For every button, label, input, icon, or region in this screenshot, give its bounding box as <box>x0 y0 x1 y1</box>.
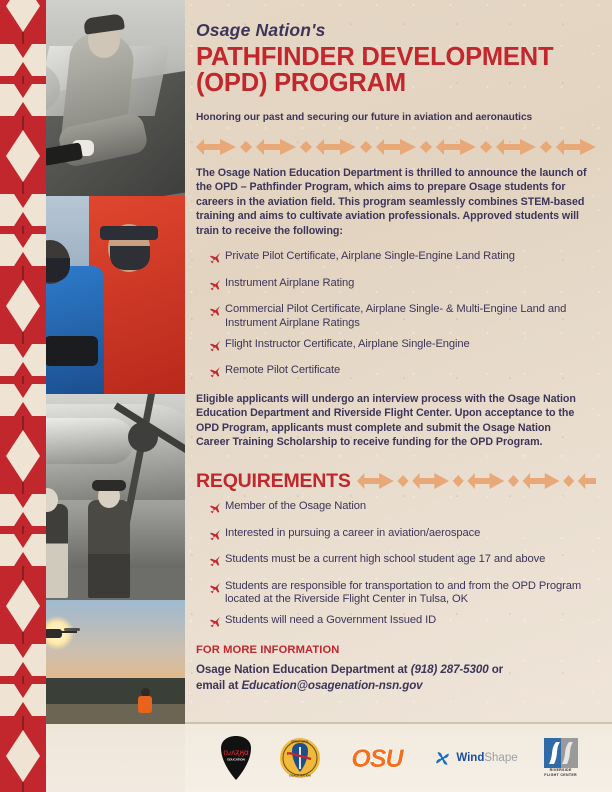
contact-heading: FOR MORE INFORMATION <box>196 644 340 656</box>
windshape-label-light: Shape <box>484 752 518 764</box>
airplane-bullet-icon <box>210 365 225 383</box>
windshape-pinwheel-icon <box>433 749 452 768</box>
svg-text:𐒻𐓡𐒰𐓓𐒼𐒷: 𐒻𐓡𐒰𐓓𐒼𐒷 <box>223 750 249 757</box>
list-item-label: Students are responsible for transportation to and from the OPD Program located at the Riverside Flight Center in Tulsa, OK <box>225 579 582 606</box>
logo-osage-nation-seal <box>279 737 321 779</box>
svg-text:OSU: OSU <box>351 745 403 773</box>
airplane-bullet-icon <box>210 581 225 599</box>
list-item-label: Member of the Osage Nation <box>225 500 367 512</box>
list-item <box>210 338 596 357</box>
list-item <box>210 527 596 546</box>
list-item-label: Interested in pursuing a career in aviation/aerospace <box>225 526 481 539</box>
list-item <box>210 250 596 269</box>
logo-osage-nation-education <box>219 736 253 780</box>
requirements-list <box>210 500 596 641</box>
list-item <box>210 303 596 330</box>
eligibility-paragraph: Eligible applicants will undergo an interview process with the Osage Nation Education Department and Riverside Flight Center. Upon acceptance to the OPD Program, applicants must complete and submit the Osage Nation Career Training Scholarship to receive funding for the OPD Program. <box>196 393 576 449</box>
decorative-arrow-band-top <box>196 136 596 158</box>
airplane-bullet-icon <box>210 501 225 519</box>
svg-text:EDUCATION: EDUCATION <box>227 757 246 762</box>
logo-riverside-flight-center <box>544 738 578 778</box>
requirements-heading: REQUIREMENTS <box>196 469 351 492</box>
title-line-1: PATHFINDER DEVELOPMENT <box>196 43 554 71</box>
airplane-bullet-icon <box>210 554 225 572</box>
contact-details <box>196 662 588 693</box>
airplane-bullet-icon <box>210 251 225 269</box>
partner-logo-bar <box>185 724 612 792</box>
riverside-label-line1: RIVERSIDE <box>549 768 572 772</box>
list-item-label: Flight Instructor Certificate, Airplane Single-Engine <box>225 337 470 350</box>
list-item-label: Private Pilot Certificate, Airplane Single-Engine Land Rating <box>225 250 515 262</box>
list-item-label: Students must be a current high school student age 17 and above <box>225 553 546 565</box>
decorative-arrow-band-requirements <box>357 470 596 492</box>
title-line-2: (OPD) PROGRAM <box>196 69 406 97</box>
airplane-bullet-icon <box>210 278 225 296</box>
list-item-label: Instrument Airplane Rating <box>225 276 355 289</box>
contact-line2-prefix: email at <box>196 678 242 692</box>
list-item-label: Students will need a Government Issued ID <box>225 614 437 627</box>
eyebrow-osage-nations: Osage Nation's <box>196 20 326 40</box>
svg-text:GREAT SEAL: GREAT SEAL <box>291 739 310 744</box>
svg-text:OSAGE NATION: OSAGE NATION <box>289 773 312 778</box>
windshape-wordmark <box>456 752 517 764</box>
riverside-wordmark <box>544 768 577 778</box>
airplane-bullet-icon <box>210 528 225 546</box>
list-item <box>210 614 596 633</box>
logo-windshape <box>433 749 517 768</box>
list-item <box>210 500 596 519</box>
contact-email[interactable]: Education@osagenation-nsn.gov <box>241 678 423 692</box>
contact-phone[interactable]: (918) 287-5300 <box>410 663 489 676</box>
page-title <box>196 44 596 96</box>
airplane-bullet-icon <box>210 615 225 633</box>
windshape-label-bold: Wind <box>456 752 485 764</box>
riverside-label-line2: FLIGHT CENTER <box>544 773 577 777</box>
contact-line1-suffix: or <box>488 663 504 676</box>
logo-oklahoma-state-university <box>347 743 407 773</box>
list-item-label: Commercial Pilot Certificate, Airplane Single- & Multi-Engine Land and Instrument Airplane Ratings <box>225 303 567 329</box>
list-item <box>210 553 596 572</box>
certificates-list <box>210 250 596 391</box>
list-item-label: Remote Pilot Certificate <box>225 364 341 377</box>
content-column <box>196 0 596 792</box>
osage-pattern-ribbon-left <box>0 0 46 792</box>
list-item <box>210 277 596 296</box>
airplane-bullet-icon <box>210 304 225 322</box>
list-item <box>210 580 596 607</box>
requirements-heading-row <box>196 468 596 494</box>
intro-paragraph: The Osage Nation Education Department is thrilled to announce the launch of the OPD – Pathfinder Program, which aims to prepare Osage students for careers in the aviation field. This program seamlessly combines STEM-based training and aims to cultivate aviation professionals. Approved students will train to receive the following: <box>196 167 587 237</box>
list-item <box>210 364 596 383</box>
airplane-bullet-icon <box>210 339 225 357</box>
contact-line1-prefix: Osage Nation Education Department at <box>196 663 411 676</box>
tagline: Honoring our past and securing our future in aviation and aeronautics <box>196 112 533 123</box>
